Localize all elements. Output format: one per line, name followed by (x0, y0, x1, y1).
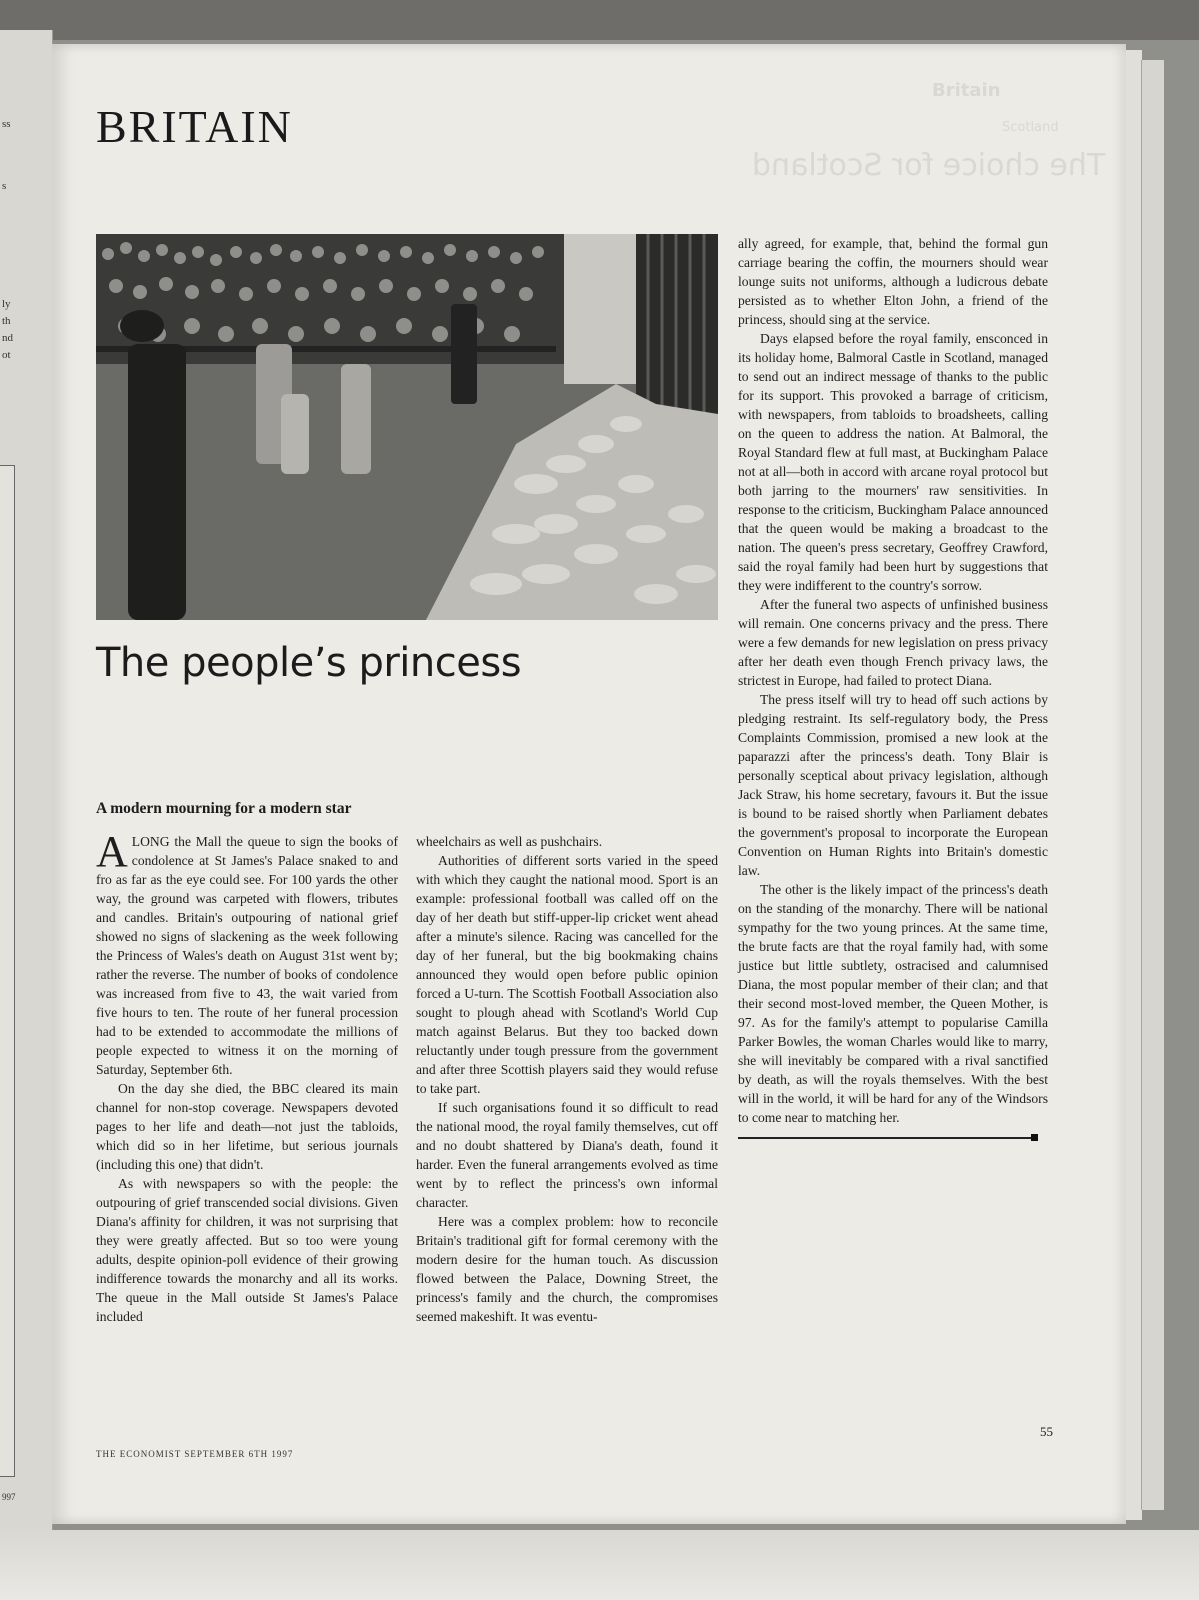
facing-page-fragment: s (2, 180, 7, 192)
facing-page-fragment: ly (2, 298, 11, 310)
paragraph: Authorities of different sorts varied in the speed with which they caught the national mood. Sport is an example: professional football was called off on the day of her death but stiff-upper-lip cricket went ahead after a minute's silence. Racing was cancelled for the day of her funeral, but the big bookmaking chains announced they would open before public opinion forced a U-turn. The Scottish Football Association also sought to plough ahead with Scotland's World Cup match against Belarus. But they too backed down reluctantly under tough pressure from the government and after three Scottish players said they would refuse to take part. (416, 853, 718, 1096)
article-column-2 (416, 832, 718, 1326)
page-stack-edge (1141, 60, 1164, 1510)
background-bottom (0, 1530, 1199, 1600)
paragraph: On the day she died, the BBC cleared its main channel for non-stop coverage. Newspapers devoted pages to her life and death—not just the tabloids, which did so in her lifetime, but serious journals (including this one) that didn't. (96, 1081, 398, 1172)
article-rubric: A modern mourning for a modern star (96, 800, 352, 817)
news-photo (96, 234, 718, 620)
background-top (0, 0, 1199, 40)
facing-page-fragment: ss (2, 118, 11, 130)
paragraph-text: LONG the Mall the queue to sign the books of condolence at St James's Palace snaked to and fro as far as the eye could see. For 100 yards the other way, the ground was carpeted with flowers, tributes and candles. Britain's outpouring of national grief showed no signs of slackening as the week following the Princess of Wales's death on August 31st went by; rather the reverse. The number of books of condolence was increased from five to 43, the wait varied from five hours to ten. The route of her funeral procession had to be extended to accommodate the millions of people expected to witness it on the morning of Saturday, September 6th. (96, 834, 398, 1077)
paragraph: Days elapsed before the royal family, ensconced in its holiday home, Balmoral Castle in Scotland, managed to send out an indirect message of thanks to the public for its support. This provoked a barrage of criticism, with newspapers, from tabloids to broadsheets, calling on the queen to address the nation. At Balmoral, the Royal Standard flew at full mast, at Buckingham Palace not at all—both in accord with arcane royal protocol but both jarring to the mourners' raw sensitivities. In response to the criticism, Buckingham Palace announced that the queen would be making a broadcast to the nation. The queen's press secretary, Geoffrey Crawford, said the royal family had been hurt by suggestions that they were indifferent to the country's sorrow. (738, 331, 1048, 593)
showthrough-label: Britain (932, 80, 1001, 101)
paragraph: If such organisations found it so difficult to read the national mood, the royal family themselves, cut off and no doubt shattered by Diana's death, found it harder. Even the funeral arrangements evolved as time went by to reflect the princess's own informal character. (416, 1100, 718, 1210)
end-mark (1031, 1134, 1038, 1141)
page-stack-edge (1125, 50, 1142, 1520)
facing-page-edge (0, 30, 53, 1540)
paragraph: Here was a complex problem: how to reconcile Britain's traditional gift for formal ceremony with the modern desire for the human touch. As discussion flowed between the Palace, Downing Street, the princess's family and the church, the compromises seemed makeshift. It was eventu- (416, 1214, 718, 1324)
paragraph (96, 827, 398, 1079)
section-title: BRITAIN (96, 101, 293, 152)
paragraph: After the funeral two aspects of unfinished business will remain. One concerns privacy and the press. There were a few demands for new legislation on press privacy after her death even though French privacy laws, the strictest in Europe, had failed to protect Diana. (738, 597, 1048, 688)
paragraph: As with newspapers so with the people: the outpouring of grief transcended social divisions. Given Diana's affinity for children, it was not surprising that they were greatly affected. But so too were young adults, despite opinion-poll evidence of their growing indifference towards the monarchy and all its works. The queue in the Mall outside St James's Palace included (96, 1176, 398, 1324)
paragraph: The press itself will try to head off such actions by pledging restraint. Its self-regulatory body, the Press Complaints Commission, promised a new look at the paparazzi after the princess's death. Tony Blair is personally sceptical about privacy legislation, although Jack Straw, his home secretary, favours it. But the issue is bound to be raised shortly when Parliament debates the government's proposal to incorporate the European Convention on Human Rights into Britain's domestic law. (738, 692, 1048, 878)
article-end-rule (738, 1137, 1038, 1139)
paragraph: ally agreed, for example, that, behind the formal gun carriage bearing the coffin, the mourners should wear lounge suits not uniforms, although a ludicrous debate persisted as to whether Elton John, a friend of the princess, should sing at the service. (738, 236, 1048, 327)
showthrough-sub: Scotland (1002, 120, 1059, 135)
showthrough-headline: The choice for Scotland (752, 148, 1106, 183)
page-number: 55 (1040, 1424, 1053, 1439)
article-column-1 (96, 827, 398, 1326)
folio-publication-date: THE ECONOMIST SEPTEMBER 6TH 1997 (96, 1449, 294, 1459)
paragraph: wheelchairs as well as pushchairs. (416, 834, 603, 849)
article-headline: The people’s princess (96, 640, 522, 686)
facing-page-box (0, 465, 15, 1477)
facing-page-fragment: 997 (2, 1492, 16, 1502)
facing-page-fragment: th (2, 315, 11, 327)
magazine-page (52, 44, 1126, 1524)
paragraph: The other is the likely impact of the princess's death on the standing of the monarchy. There will be national sympathy for the two young princes. At the same time, the brute facts are that the royal family had, with some justice but little subtlety, ostracised and calumnised Diana, the most popular member of their clan; and that their second most-loved member, the Queen Mother, is 97. As for the family's attempt to popularise Camilla Parker Bowles, the woman Charles would like to marry, she will inevitably be compared with a rival sanctified by death, as will the royals themselves. With the best will in the world, it will be hard for any of the Windsors to come near to matching her. (738, 882, 1048, 1125)
facing-page-fragment: ot (2, 349, 11, 361)
article-column-3 (738, 234, 1048, 1139)
facing-page-fragment: nd (2, 332, 13, 344)
drop-cap: A (96, 827, 128, 876)
